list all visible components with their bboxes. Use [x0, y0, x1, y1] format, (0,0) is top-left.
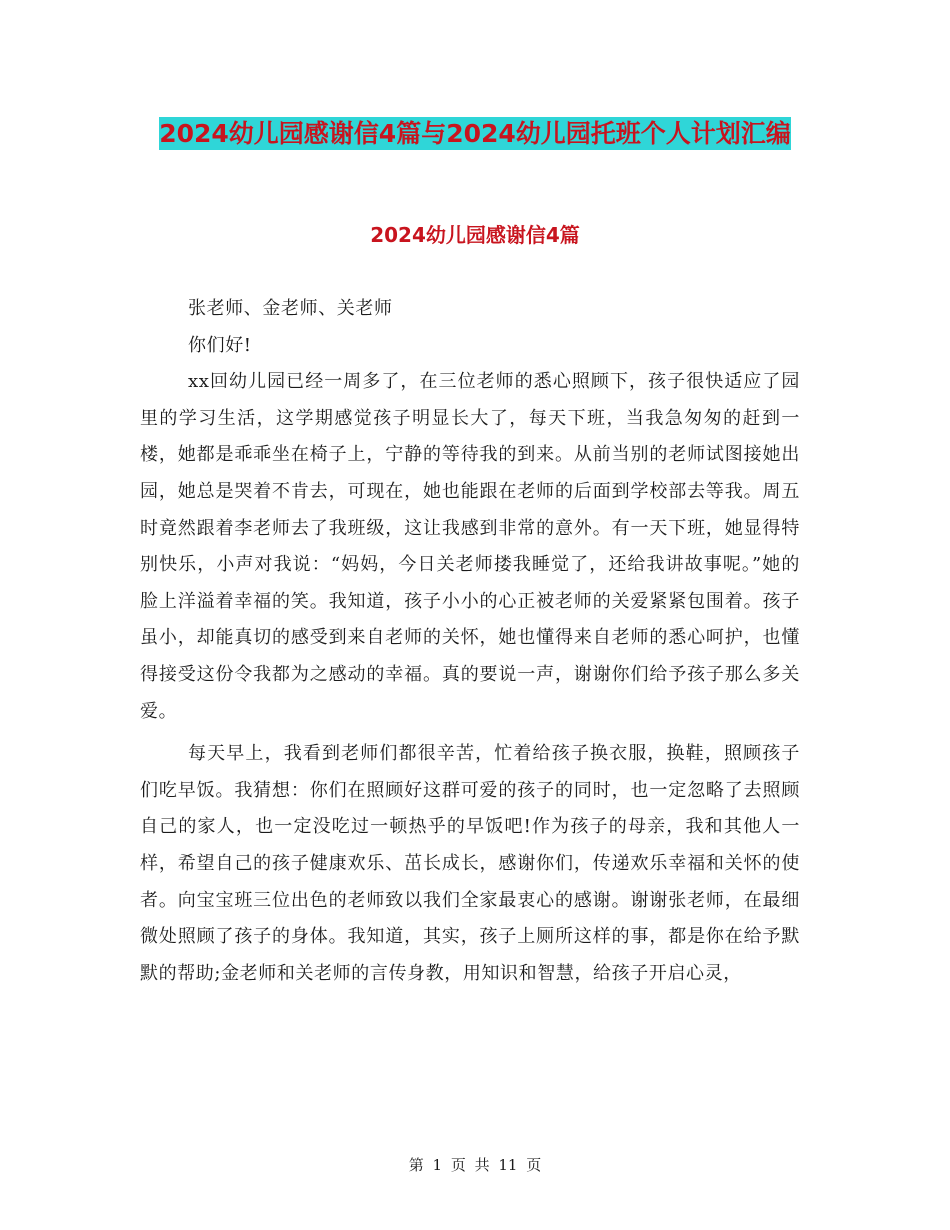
body-paragraph: 每天早上，我看到老师们都很辛苦，忙着给孩子换衣服，换鞋，照顾孩子们吃早饭。我猜想：你们在照顾好这群可爱的孩子的同时，也一定忽略了去照顾自己的家人，也一定没吃过一顿热乎的早饭吧!作为孩子的母亲，我和其他人一样，希望自己的孩子健康欢乐、茁长成长，感谢你们，传递欢乐幸福和关怀的使者。向宝宝班三位出色的老师致以我们全家最衷心的感谢。谢谢张老师，在最细微处照顾了孩子的身体。我知道，其实，孩子上厕所这样的事，都是你在给予默默的帮助;金老师和关老师的言传身教，用知识和智慧，给孩子开启心灵，	[140, 743, 800, 984]
salutation: 张老师、金老师、关老师	[188, 298, 393, 319]
title-highlight: 2024幼儿园感谢信4篇与2024幼儿园托班个人计划汇编	[159, 119, 791, 148]
page-footer: 第 1 页 共 11 页	[408, 1156, 542, 1174]
document-title	[140, 112, 810, 156]
section-title: 2024幼儿园感谢信4篇	[370, 223, 580, 247]
greeting: 你们好!	[188, 334, 252, 356]
body-paragraph: xx回幼儿园已经一周多了，在三位老师的悉心照顾下，孩子很快适应了园里的学习生活，这学期感觉孩子明显长大了，每天下班，当我急匆匆的赶到一楼，她都是乖乖坐在椅子上，宁静的等待我的到来。从前当别的老师试图接她出园，她总是哭着不肯去，可现在，她也能跟在老师的后面到学校部去等我。周五时竟然跟着李老师去了我班级，这让我感到非常的意外。有一天下班，她显得特别快乐，小声对我说：“妈妈，今日关老师搂我睡觉了，还给我讲故事呢。”她的脸上洋溢着幸福的笑。我知道，孩子小小的心正被老师的关爱紧紧包围着。孩子虽小，却能真切的感受到来自老师的关怀，她也懂得来自老师的悉心呵护，也懂得接受这份令我都为之感动的幸福。真的要说一声，谢谢你们给予孩子那么多关爱。	[140, 371, 800, 722]
letter-body	[140, 291, 800, 992]
